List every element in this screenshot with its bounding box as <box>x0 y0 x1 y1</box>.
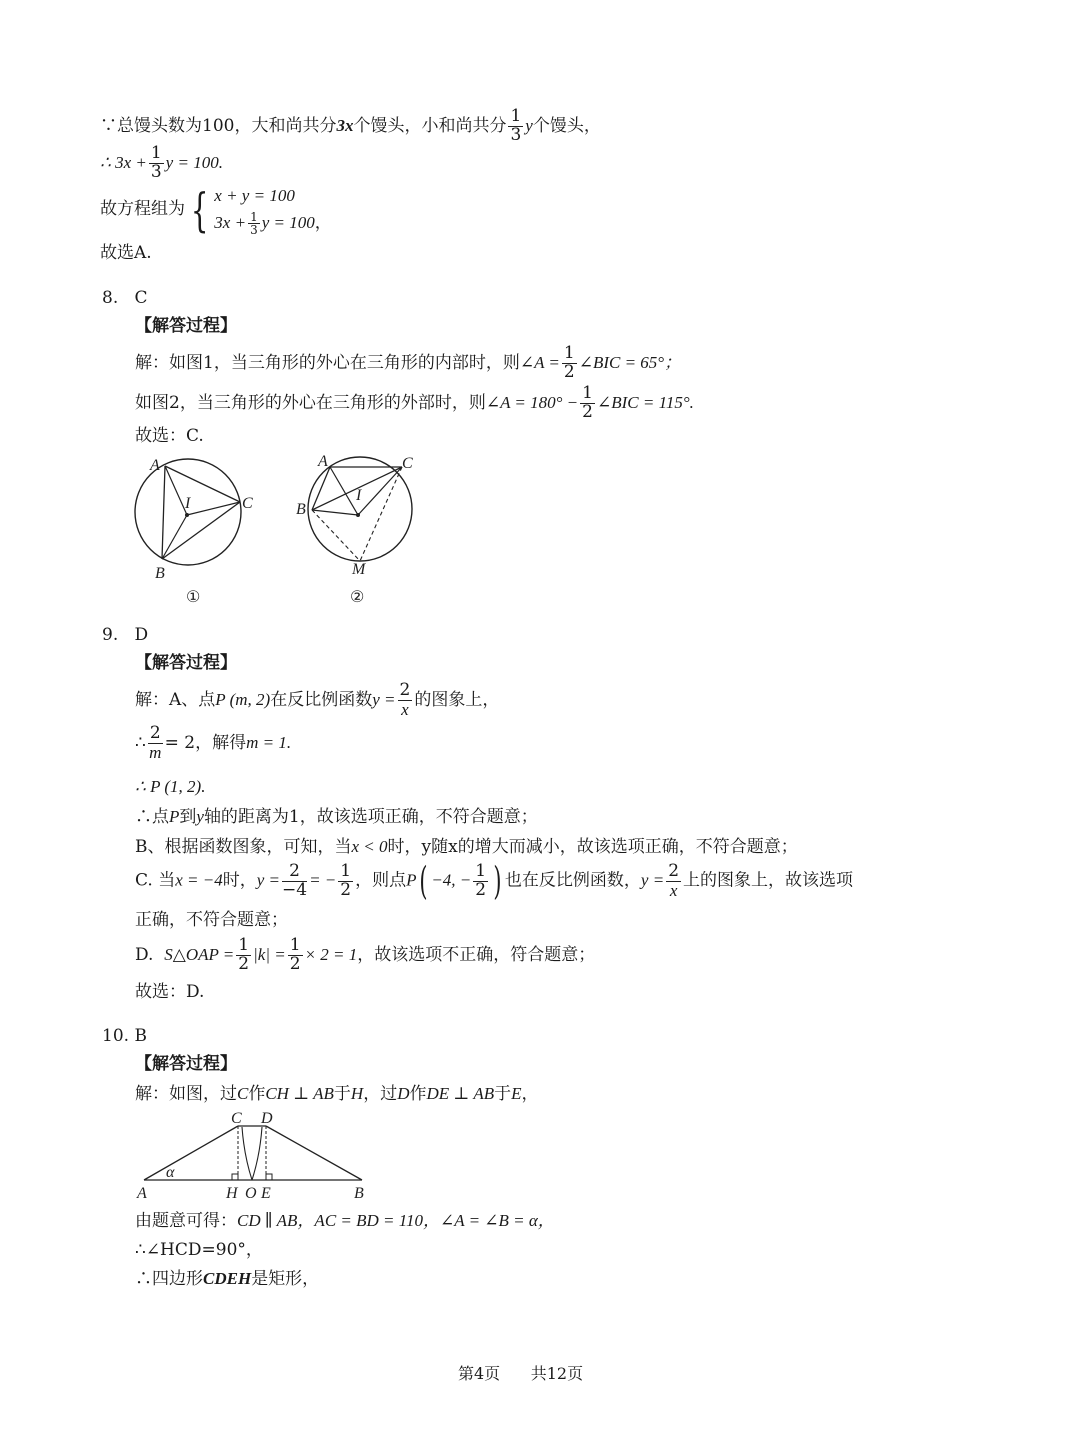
label-b-1: B <box>155 565 165 582</box>
figure-2 <box>296 453 413 606</box>
segment-ac-1 <box>165 466 240 502</box>
label-alpha: α <box>166 1164 175 1181</box>
label-b-2: B <box>296 501 306 518</box>
fraction: $\frac{1}{3}$ <box>510 106 522 145</box>
q10-line-2: 由题意可得：CD ∥ AB，AC = BD = 110，∠A = ∠B = α， <box>135 1211 555 1231</box>
page-number: 第4页 <box>458 1364 501 1383</box>
q10-line-1: 解：如图，过C作CH ⊥ AB于H，过D作DE ⊥ AB于E， <box>135 1084 539 1104</box>
label-c: C <box>231 1110 242 1127</box>
q8-line-1: 解：如图1，当三角形的外心在三角形的内部时，则∠A = $\frac{1}{2}$ ∠BIC = 65°； <box>135 343 682 382</box>
segment-bi-2 <box>312 510 358 515</box>
q8-figures <box>125 452 435 612</box>
segment-ab-2 <box>312 467 330 510</box>
page-total: 共12页 <box>530 1364 584 1383</box>
segment-bc-1 <box>162 502 240 559</box>
arc-co <box>242 1127 252 1180</box>
label-a-2: A <box>318 453 328 470</box>
caption-1: ① <box>186 589 201 606</box>
label-i-2: I <box>356 487 362 504</box>
arc-do <box>252 1127 262 1180</box>
top-line-1: ∵总馒头数为100，大和尚共分3x个馒头，小和尚共分 $\frac{1}{3}$ y个馒头， <box>100 106 601 145</box>
label-d: D <box>261 1110 273 1127</box>
page-footer <box>458 1366 583 1382</box>
q8-line-2: 如图2，当三角形的外心在三角形的外部时，则∠A = 180° − $\frac{1}{2}$ ∠BIC = 115°. <box>135 383 694 422</box>
segment-ai-1 <box>165 466 187 515</box>
q8-answer: 8. C <box>102 288 148 308</box>
q10-line-4: ∴四边形CDEH是矩形， <box>135 1269 320 1289</box>
fraction: $\frac{1}{3}$ <box>150 143 162 182</box>
q8-line-3: 故选：C. <box>135 426 204 446</box>
q9-line-6: C. 当x = −4时，y = $\frac{2}{-4}$ = − $\frac{1}{2}$ ，则点P( −4, − $\frac{1}{2}$ ) 也在反比例函数，y = $\frac{2}{x}$ 上的图象上，故该选项 <box>135 859 854 903</box>
q10-answer: 10. B <box>102 1026 147 1046</box>
segment-ci-2 <box>358 467 402 515</box>
q10-line-3: ∴∠HCD=90°， <box>135 1240 263 1260</box>
segment-ab-1 <box>162 466 165 559</box>
center-point-2 <box>356 513 360 517</box>
label-e: E <box>261 1185 271 1202</box>
q9-line-5: B、根据函数图象，可知，当x < 0时，y随x的增大而减小，故该选项正确，不符合题意； <box>135 837 798 857</box>
q9-heading: 【解答过程】 <box>135 653 237 673</box>
q8-heading: 【解答过程】 <box>135 316 237 336</box>
q10-figure <box>130 1105 390 1205</box>
segment-ac <box>144 1126 238 1180</box>
top-line-2: ∴ 3x + $\frac{1}{3}$ y = 100. <box>100 143 223 182</box>
label-m-2: M <box>352 561 366 578</box>
circumcircle-1 <box>135 459 241 565</box>
label-a-1: A <box>150 457 160 474</box>
q9-line-4: ∴点P到y轴的距离为1，故该选项正确，不符合题意； <box>135 807 538 827</box>
label-c-2: C <box>402 455 413 472</box>
label-o: O <box>245 1185 257 1202</box>
top-line-4: 故选A. <box>100 243 152 263</box>
segment-bi-1 <box>162 515 187 559</box>
label-a: A <box>137 1185 147 1202</box>
q9-line-8: D. S△OAP = $\frac{1}{2}$ |k| = $\frac{1}{2}$ × 2 = 1，故该选项不正确，符合题意； <box>135 935 596 974</box>
caption-2: ② <box>350 589 365 606</box>
right-angle-e <box>266 1174 272 1180</box>
figure-1 <box>135 457 253 606</box>
q9-line-3: ∴ P (1, 2). <box>135 777 206 796</box>
q9-line-9: 故选：D. <box>135 982 205 1002</box>
label-h: H <box>226 1185 238 1202</box>
dashed-bm <box>312 510 360 561</box>
q9-line-2: ∴ $\frac{2}{m}$ = 2，解得m = 1. <box>135 723 292 762</box>
right-angle-h <box>232 1174 238 1180</box>
q9-line-7: 正确，不符合题意； <box>135 910 288 930</box>
equation-system: 故方程组为 { x + y = 100 3x + $\frac{1}{3}$ y = 100， <box>100 182 332 238</box>
center-point-1 <box>185 513 189 517</box>
segment-db <box>266 1126 362 1180</box>
q9-line-1: 解：A、点P (m, 2)在反比例函数y = $\frac{2}{x}$ 的图象上， <box>135 680 500 719</box>
q10-heading: 【解答过程】 <box>135 1054 237 1074</box>
label-i-1: I <box>185 495 191 512</box>
segment-ai-2 <box>330 467 358 515</box>
brace: { <box>190 182 209 237</box>
q9-answer: 9. D <box>102 625 149 645</box>
label-c-1: C <box>242 495 253 512</box>
label-b: B <box>354 1185 364 1202</box>
